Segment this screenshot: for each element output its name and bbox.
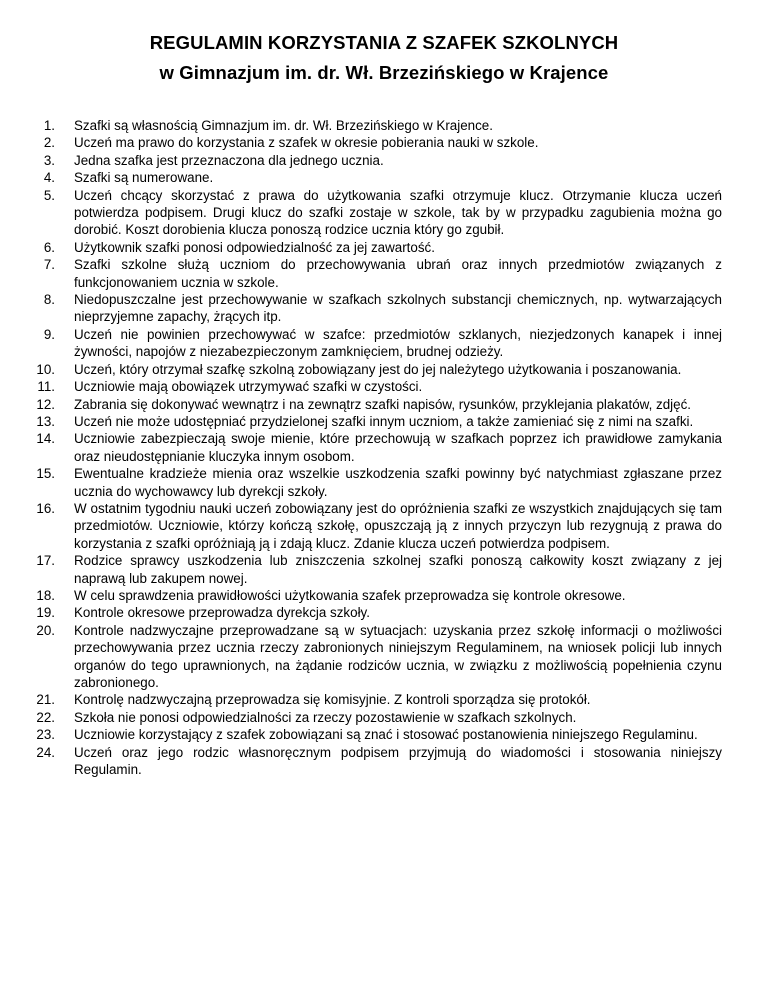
rule-item	[17, 430, 722, 465]
rule-number: 11.	[37, 379, 55, 395]
rule-item	[17, 413, 722, 430]
rule-text: W ostatnim tygodniu nauki uczeń zobowiązany jest do opróżnienia szafki ze wszystkich znajdujących się tam przedmiotów. Uczniowie, którzy kończą szkołę, opuszczają ją z innych przyczyn lub rezygnują z prawa do korzystania z szafki opróżniają ją i zdają klucz. Zdanie klucza uczeń potwierdza podpisem.	[74, 500, 722, 551]
rule-number: 12.	[36, 396, 55, 412]
rule-item	[17, 361, 722, 378]
rule-item	[17, 622, 722, 692]
rule-text: Uczeń ma prawo do korzystania z szafek w okresie pobierania nauki w szkole.	[74, 135, 539, 151]
rule-text: Ewentualne kradzieże mienia oraz wszelkie uszkodzenia szafki powinny być natychmiast zgłaszane przez ucznia do wychowawcy lub dyrekcji szkoły.	[74, 466, 722, 499]
rule-number: 22.	[36, 709, 55, 725]
rule-number: 4.	[43, 170, 55, 186]
rule-number: 19.	[36, 605, 55, 621]
rule-item	[17, 691, 722, 708]
rule-text: Niedopuszczalne jest przechowywanie w szafkach szkolnych substancji chemicznych, np. wytwarzających nieprzyjemne zapachy, żrących itp.	[74, 292, 722, 325]
rule-item	[17, 726, 722, 743]
rule-text: Kontrole okresowe przeprowadza dyrekcja szkoły.	[74, 605, 370, 621]
rule-text: Rodzice sprawcy uszkodzenia lub zniszczenia szkolnej szafki ponoszą całkowity koszt związany z jej naprawą lub zakupem nowej.	[74, 553, 722, 586]
rule-text: Uczniowie zabezpieczają swoje mienie, które przechowują w szafkach poprzez ich prawidłowe zamykania oraz nieudostępnianie kluczyka innym osobom.	[74, 431, 722, 464]
rule-number: 5.	[43, 187, 55, 203]
rule-text: Uczeń chcący skorzystać z prawa do użytkowania szafki otrzymuje klucz. Otrzymanie klucza uczeń potwierdza podpisem. Drugi klucz do szafki zostaje w szkole, tak by w przypadku zagubienia można go dorobić. Koszt dorobienia klucza ponoszą rodzice ucznia który go zgubił.	[74, 187, 722, 238]
rule-number: 10.	[36, 361, 55, 377]
rule-text: Uczeń nie powinien przechowywać w szafce: przedmiotów szklanych, niezjedzonych kanapek i innej żywności, napojów z niezabezpieczonym zamknięciem, brudnej odzieży.	[74, 326, 722, 360]
rule-item	[17, 291, 722, 326]
rule-item	[17, 396, 722, 413]
rule-number: 23.	[36, 727, 55, 743]
rule-text: Zabrania się dokonywać wewnątrz i na zewnątrz szafki napisów, rysunków, przyklejania plakatów, zdjęć.	[74, 396, 692, 412]
rule-text: Uczniowie korzystający z szafek zobowiązani są znać i stosować postanowienia niniejszego Regulaminu.	[74, 727, 698, 743]
rule-number: 6.	[43, 239, 55, 255]
rule-number: 21.	[36, 692, 55, 708]
rule-text: Jedna szafka jest przeznaczona dla jednego ucznia.	[74, 152, 384, 168]
rule-text: Uczeń oraz jego rodzic własnoręcznym podpisem przyjmują do wiadomości i stosowania niniejszy Regulamin.	[74, 744, 722, 778]
rule-number: 2.	[43, 135, 55, 151]
rule-number: 9.	[43, 326, 55, 342]
rule-item	[17, 326, 722, 361]
rule-text: W celu sprawdzenia prawidłowości użytkowania szafek przeprowadza się kontrole okresowe.	[74, 587, 626, 603]
rule-text: Kontrole nadzwyczajne przeprowadzane są w sytuacjach: uzyskania przez szkołę informacji o możliwości przechowywania przez ucznia rzeczy zabronionych niniejszym Regulaminem, na wniosek policji lub innych organów do tego uprawnionych, na żądanie rodziców ucznia, w związku z możliwością popełnienia czynu zabronionego.	[74, 622, 722, 690]
rule-number: 15.	[36, 466, 55, 482]
rule-item	[17, 744, 722, 779]
rules-list	[17, 117, 722, 778]
rule-number: 3.	[43, 152, 55, 168]
rule-number: 24.	[36, 744, 55, 760]
rule-number: 17.	[36, 553, 55, 569]
rule-item	[17, 134, 722, 151]
rule-text: Szafki szkolne służą uczniom do przechowywania ubrań oraz innych przedmiotów związanych z funkcjonowaniem ucznia w szkole.	[74, 257, 722, 290]
document-subtitle: w Gimnazjum im. dr. Wł. Brzezińskiego w Krajence	[159, 62, 609, 83]
rule-text: Uczniowie mają obowiązek utrzymywać szafki w czystości.	[74, 379, 423, 395]
rule-number: 18.	[36, 587, 55, 603]
rule-item	[17, 587, 722, 604]
rule-number: 16.	[36, 500, 55, 516]
document-title: REGULAMIN KORZYSTANIA Z SZAFEK SZKOLNYCH	[149, 32, 619, 53]
rule-number: 14.	[36, 431, 55, 447]
rule-item	[17, 378, 722, 395]
rule-text: Szafki są numerowane.	[74, 170, 214, 186]
rule-item	[17, 604, 722, 621]
rule-number: 8.	[43, 292, 55, 308]
rule-item	[17, 169, 722, 186]
rule-item	[17, 152, 722, 169]
rule-text: Uczeń nie może udostępniać przydzielonej szafki innym uczniom, a także zamieniać się z nimi na szafki.	[74, 413, 694, 429]
rule-number: 1.	[43, 118, 55, 133]
rule-text: Szafki są własnością Gimnazjum im. dr. Wł. Brzezińskiego w Krajence.	[74, 118, 493, 133]
rule-item	[17, 239, 722, 256]
rule-text: Użytkownik szafki ponosi odpowiedzialność za jej zawartość.	[74, 239, 435, 255]
rule-text: Kontrolę nadzwyczajną przeprowadza się komisyjnie. Z kontroli sporządza się protokół.	[74, 692, 591, 708]
rule-item	[17, 117, 722, 134]
rule-item	[17, 709, 722, 726]
rule-number: 20.	[36, 622, 55, 638]
rule-item	[17, 465, 722, 500]
rule-item	[17, 500, 722, 552]
rule-number: 7.	[43, 257, 55, 273]
rule-text: Szkoła nie ponosi odpowiedzialności za rzeczy pozostawienie w szafkach szkolnych.	[74, 709, 577, 725]
rule-number: 13.	[36, 413, 55, 429]
rule-item	[17, 256, 722, 291]
rule-item	[17, 552, 722, 587]
rule-item	[17, 187, 722, 239]
rule-text: Uczeń, który otrzymał szafkę szkolną zobowiązany jest do jej należytego użytkowania i poszanowania.	[74, 361, 682, 377]
